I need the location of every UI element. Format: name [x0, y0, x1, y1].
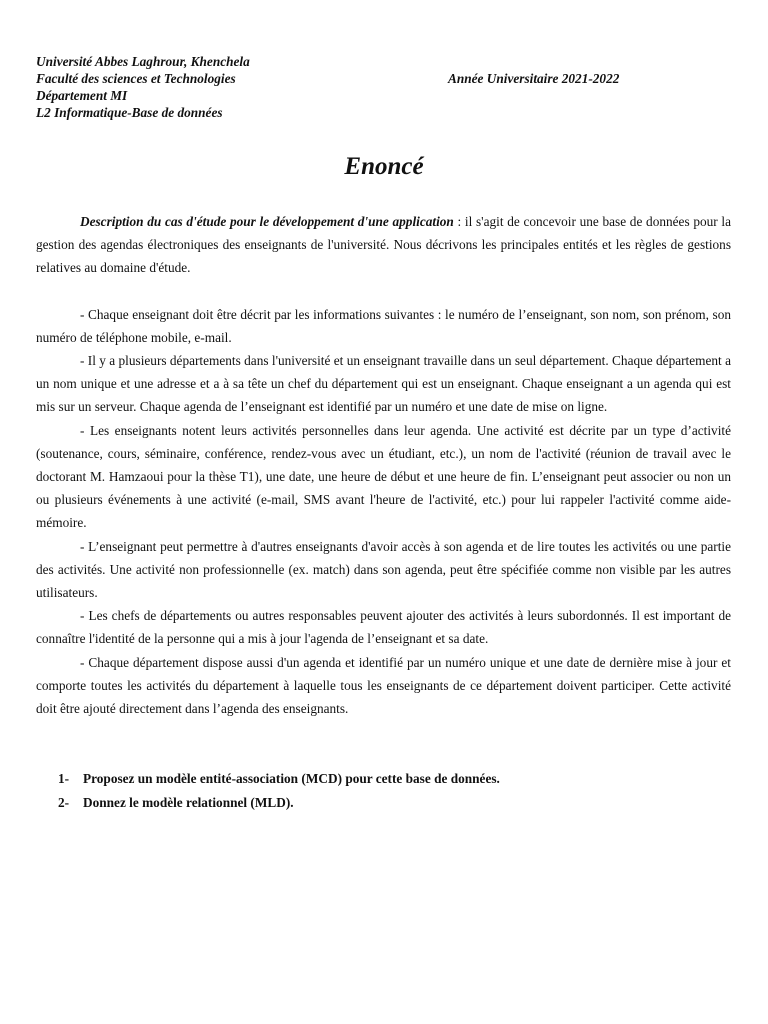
rule-paragraph: - L’enseignant peut permettre à d'autres enseignants d'avoir accès à son agenda et de lire toutes les activités ou une partie des activités. Une activité non professionnelle (ex. match) dans son agenda, peut être spécifiée comme non visible par les autres utilisateurs. — [36, 538, 731, 601]
intro-text: : il s'agit de concevoir une base de données pour la gestion des agendas électroniques des enseignants de l'université. Nous décrivons les principales entités et les règles de gestions relatives au domaine d'étude. — [36, 214, 731, 276]
intro-lead: Description du cas d'étude pour le développement d'une application — [80, 214, 454, 229]
question-text: Proposez un modèle entité-association (MCD) pour cette base de données. — [83, 771, 500, 786]
university-name: Université Abbes Laghrour, Khenchela — [36, 54, 250, 69]
question-item — [58, 767, 738, 791]
department-name: Département MI — [36, 88, 128, 103]
academic-year: Année Universitaire 2021-2022 — [448, 71, 620, 86]
rule-paragraph: - Les enseignants notent leurs activités personnelles dans leur agenda. Une activité est décrite par un type d’activité (soutenance, cours, séminaire, conférence, rendez-vous avec un étudiant, etc.), un nom de l'activité (réunion de travail avec le doctorant M. Hamzaoui pour la thèse T1), une date, une heure de début et une heure de fin. L’enseignant peut associer ou non un ou plusieurs événements à une activité (e-mail, SMS avant l'heure de l'activité, etc.) pour lui rappeler l'activité comme aide-mémoire. — [36, 422, 731, 531]
question-number: 2- — [58, 795, 70, 810]
rule-paragraph: - Il y a plusieurs départements dans l'université et un enseignant travaille dans un seul département. Chaque département a un nom unique et une adresse et a à sa tête un chef du département qui est un enseignant. Chaque enseignant a un agenda qui est mis sur un serveur. Chaque agenda de l’enseignant est identifié par un numéro et une date de mise on ligne. — [36, 353, 731, 415]
intro-paragraph — [36, 210, 731, 280]
page-title: Enoncé — [344, 153, 424, 180]
question-item — [58, 791, 738, 815]
question-text: Donnez le modèle relationnel (MLD). — [83, 795, 294, 810]
rule-paragraph: - Les chefs de départements ou autres responsables peuvent ajouter des activités à leurs subordonnés. Il est important de connaître l'identité de la personne qui a mis à jour l'agenda de l’enseignant et sa date. — [36, 608, 731, 647]
question-number: 1- — [58, 771, 70, 786]
questions-list — [58, 767, 738, 815]
document-header — [36, 53, 736, 121]
faculty-name: Faculté des sciences et Technologies — [36, 71, 236, 86]
rule-paragraph: - Chaque département dispose aussi d'un agenda et identifié par un numéro unique et une date de dernière mise à jour et comporte toutes les activités du département à laquelle tous les enseignants de ce département doivent participer. Cette activité doit être ajouté directement dans l’agenda des enseignants. — [36, 654, 731, 717]
course-name: L2 Informatique-Base de données — [36, 105, 223, 120]
rule-paragraph: - Chaque enseignant doit être décrit par les informations suivantes : le numéro de l’enseignant, son nom, son prénom, son numéro de téléphone mobile, e-mail. — [36, 306, 731, 345]
statement-body — [36, 210, 731, 720]
